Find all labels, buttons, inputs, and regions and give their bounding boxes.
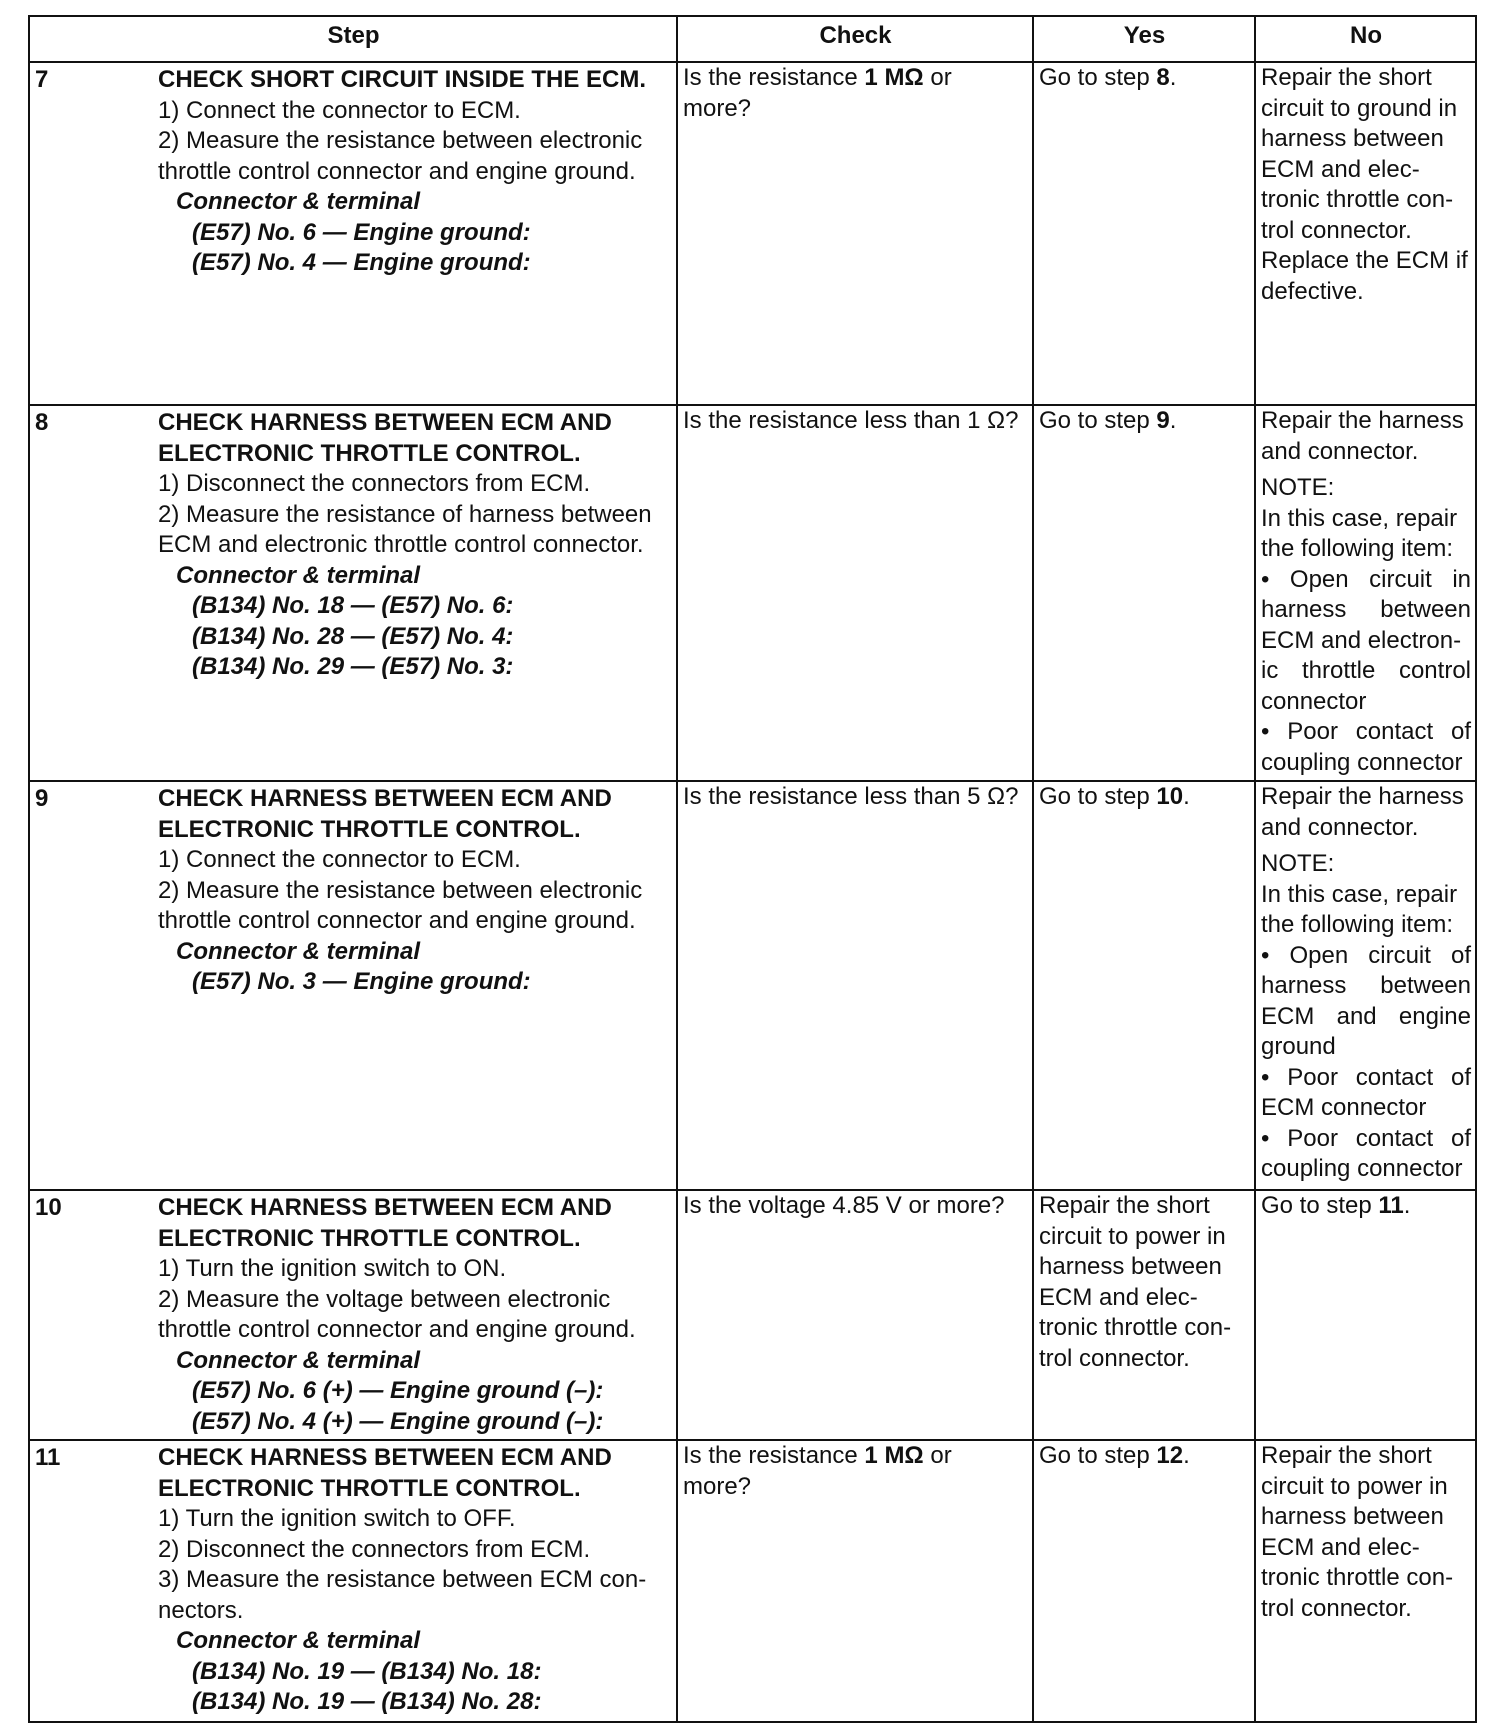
no-text: harness between	[1261, 1503, 1444, 1530]
step-instruction: 1) Disconnect the connectors from ECM.	[158, 470, 591, 497]
yes-cell	[1033, 781, 1255, 1190]
check-text: Is the resistance	[683, 64, 865, 91]
step-instruction: 2) Measure the resistance between electronic	[158, 876, 643, 904]
no-text: Repair the short	[1261, 64, 1432, 91]
yes-text-end: .	[1169, 407, 1177, 434]
check-cell	[677, 781, 1033, 1190]
step-instruction: nectors.	[158, 1596, 244, 1624]
no-text: harness between	[1261, 125, 1444, 152]
yes-text: Repair the short	[1039, 1192, 1210, 1219]
no-cell	[1255, 62, 1476, 405]
note-bullet: • Poor contact of	[1261, 718, 1471, 745]
step-instruction: 1) Turn the ignition switch to ON.	[158, 1255, 507, 1282]
note-text: In this case, repair	[1261, 880, 1458, 908]
step-title: ELECTRONIC THROTTLE CONTROL.	[158, 1474, 581, 1502]
terminal-spec: (B134) No. 28 — (E57) No. 4:	[192, 622, 514, 650]
note-text: In this case, repair	[1261, 504, 1458, 532]
connector-terminal-title: Connector & terminal	[176, 937, 421, 965]
no-text: tronic throttle con-	[1261, 186, 1454, 213]
check-text: Is the voltage 4.85 V or more?	[683, 1192, 1005, 1219]
yes-text: ECM and elec-	[1039, 1283, 1198, 1311]
diagnostic-table	[28, 15, 1477, 1723]
connector-terminal-title: Connector & terminal	[176, 1346, 421, 1374]
check-cell	[677, 405, 1033, 781]
step-number: 7	[35, 66, 49, 93]
yes-text: circuit to power in	[1039, 1222, 1226, 1250]
yes-cell	[1033, 1440, 1255, 1722]
header-yes: Yes	[1033, 16, 1255, 62]
note-text: ECM and electron-	[1261, 626, 1462, 654]
terminal-spec: (E57) No. 4 — Engine ground:	[192, 249, 531, 276]
step-instruction: 3) Measure the resistance between ECM con-	[158, 1566, 647, 1593]
step-cell	[29, 405, 677, 781]
note-bullet: • Poor contact of	[1261, 1063, 1471, 1091]
note-text: coupling connector	[1261, 1155, 1463, 1182]
no-step-number: 11	[1378, 1192, 1404, 1219]
step-instruction: throttle control connector and engine ground.	[158, 907, 636, 934]
step-instruction: 1) Connect the connector to ECM.	[158, 846, 521, 873]
connector-terminal-title: Connector & terminal	[176, 561, 421, 589]
note-text: harness between	[1261, 596, 1471, 623]
terminal-spec: (B134) No. 19 — (B134) No. 18:	[192, 1657, 542, 1685]
no-cell	[1255, 1440, 1476, 1722]
note-bullet: • Poor contact of	[1261, 1124, 1471, 1152]
no-text: tronic throttle con-	[1261, 1564, 1454, 1591]
terminal-spec: (E57) No. 6 — Engine ground:	[192, 218, 531, 246]
yes-text: Go to step	[1039, 407, 1157, 434]
no-cell	[1255, 781, 1476, 1190]
step-instruction: ECM and electronic throttle control connector.	[158, 531, 644, 558]
header-step: Step	[29, 16, 677, 62]
yes-text-end: .	[1183, 783, 1190, 810]
step-cell	[29, 781, 677, 1190]
no-text-end: .	[1403, 1192, 1411, 1219]
terminal-spec: (E57) No. 4 (+) — Engine ground (–):	[192, 1407, 604, 1435]
note-text: the following item:	[1261, 535, 1454, 562]
step-instruction: throttle control connector and engine ground.	[158, 157, 636, 185]
note-text: the following item:	[1261, 911, 1454, 938]
terminal-spec: (B134) No. 18 — (E57) No. 6:	[192, 592, 514, 619]
terminal-spec: (B134) No. 19 — (B134) No. 28:	[192, 1688, 542, 1715]
yes-cell	[1033, 1190, 1255, 1440]
yes-step-number: 8	[1156, 64, 1170, 91]
no-text: Replace the ECM if	[1261, 247, 1468, 274]
step-instruction: 2) Measure the resistance of harness between	[158, 500, 652, 528]
no-text: circuit to ground in	[1261, 94, 1458, 122]
no-text: ECM and elec-	[1261, 155, 1420, 183]
step-instruction: throttle control connector and engine ground.	[158, 1316, 636, 1343]
no-text: ECM and elec-	[1261, 1533, 1420, 1561]
check-cell	[677, 62, 1033, 405]
check-text: more?	[683, 1472, 752, 1500]
no-text: Repair the harness	[1261, 407, 1464, 434]
check-cell	[677, 1190, 1033, 1440]
note-text: ECM and engine	[1261, 1002, 1471, 1030]
step-title: CHECK HARNESS BETWEEN ECM AND	[158, 1194, 612, 1221]
yes-step-number: 12	[1156, 1442, 1184, 1469]
no-text: and connector.	[1261, 437, 1419, 465]
step-number: 10	[35, 1194, 62, 1221]
step-number: 11	[35, 1444, 61, 1471]
check-text: or	[923, 64, 952, 91]
note-text: connector	[1261, 687, 1367, 715]
note-label: NOTE:	[1261, 474, 1335, 501]
yes-text: trol connector.	[1039, 1344, 1190, 1372]
step-instruction: 2) Measure the resistance between electronic	[158, 127, 643, 154]
table-row	[29, 405, 1476, 781]
step-cell	[29, 1190, 677, 1440]
no-cell	[1255, 1190, 1476, 1440]
yes-text: harness between	[1039, 1253, 1222, 1280]
note-text: ground	[1261, 1033, 1336, 1060]
yes-text-end: .	[1183, 1442, 1190, 1469]
no-text: Repair the harness	[1261, 783, 1464, 810]
terminal-spec: (E57) No. 3 — Engine ground:	[192, 968, 531, 995]
table-header-row	[29, 16, 1476, 62]
step-instruction: 2) Measure the voltage between electronic	[158, 1285, 611, 1313]
yes-cell	[1033, 62, 1255, 405]
step-instruction: 1) Turn the ignition switch to OFF.	[158, 1505, 516, 1532]
note-text: harness between	[1261, 972, 1471, 999]
step-title: ELECTRONIC THROTTLE CONTROL.	[158, 439, 581, 467]
note-bullet: • Open circuit in	[1261, 565, 1471, 593]
yes-text-end: .	[1169, 64, 1177, 91]
connector-terminal-title: Connector & terminal	[176, 1627, 421, 1654]
table-row	[29, 781, 1476, 1190]
table-row	[29, 1440, 1476, 1722]
step-title: CHECK HARNESS BETWEEN ECM AND	[158, 1444, 612, 1471]
yes-cell	[1033, 405, 1255, 781]
connector-terminal-title: Connector & terminal	[176, 188, 421, 215]
note-label: NOTE:	[1261, 850, 1335, 877]
step-title: CHECK HARNESS BETWEEN ECM AND	[158, 409, 612, 436]
note-text: ECM connector	[1261, 1094, 1427, 1121]
step-title: ELECTRONIC THROTTLE CONTROL.	[158, 1224, 581, 1252]
check-cell	[677, 1440, 1033, 1722]
yes-text: tronic throttle con-	[1039, 1314, 1232, 1341]
terminal-spec: (B134) No. 29 — (E57) No. 3:	[192, 653, 514, 680]
header-no: No	[1255, 16, 1476, 62]
check-value: 1 MΩ	[864, 1442, 924, 1469]
yes-text: Go to step	[1039, 783, 1157, 810]
yes-step-number: 10	[1156, 783, 1184, 810]
note-text: coupling connector	[1261, 748, 1463, 776]
no-text: Repair the short	[1261, 1442, 1432, 1469]
step-title: CHECK HARNESS BETWEEN ECM AND	[158, 785, 612, 812]
step-instruction: 2) Disconnect the connectors from ECM.	[158, 1535, 591, 1563]
check-text: or	[923, 1442, 952, 1469]
no-text: and connector.	[1261, 813, 1419, 841]
step-number: 8	[35, 409, 49, 436]
header-check: Check	[677, 16, 1033, 62]
yes-step-number: 9	[1156, 407, 1170, 434]
no-text: trol connector.	[1261, 1594, 1412, 1622]
no-text: Go to step	[1261, 1192, 1379, 1219]
yes-text: Go to step	[1039, 1442, 1157, 1469]
table-row	[29, 62, 1476, 405]
step-title: ELECTRONIC THROTTLE CONTROL.	[158, 815, 581, 843]
step-title: CHECK SHORT CIRCUIT INSIDE THE ECM.	[158, 66, 647, 93]
yes-text: Go to step	[1039, 64, 1157, 91]
check-value: 1 MΩ	[864, 64, 924, 91]
check-text: Is the resistance less than 1 Ω?	[683, 407, 1019, 434]
no-text: trol connector.	[1261, 216, 1412, 244]
table-row	[29, 1190, 1476, 1440]
note-bullet: • Open circuit of	[1261, 941, 1471, 969]
terminal-spec: (E57) No. 6 (+) — Engine ground (–):	[192, 1377, 604, 1404]
check-text: more?	[683, 94, 752, 122]
no-text: circuit to power in	[1261, 1472, 1448, 1500]
step-cell	[29, 62, 677, 405]
no-cell	[1255, 405, 1476, 781]
no-text: defective.	[1261, 277, 1364, 305]
note-text: ic throttle control	[1261, 657, 1471, 684]
step-number: 9	[35, 785, 49, 812]
step-cell	[29, 1440, 677, 1722]
step-instruction: 1) Connect the connector to ECM.	[158, 96, 521, 124]
check-text: Is the resistance	[683, 1442, 865, 1469]
check-text: Is the resistance less than 5 Ω?	[683, 783, 1019, 810]
